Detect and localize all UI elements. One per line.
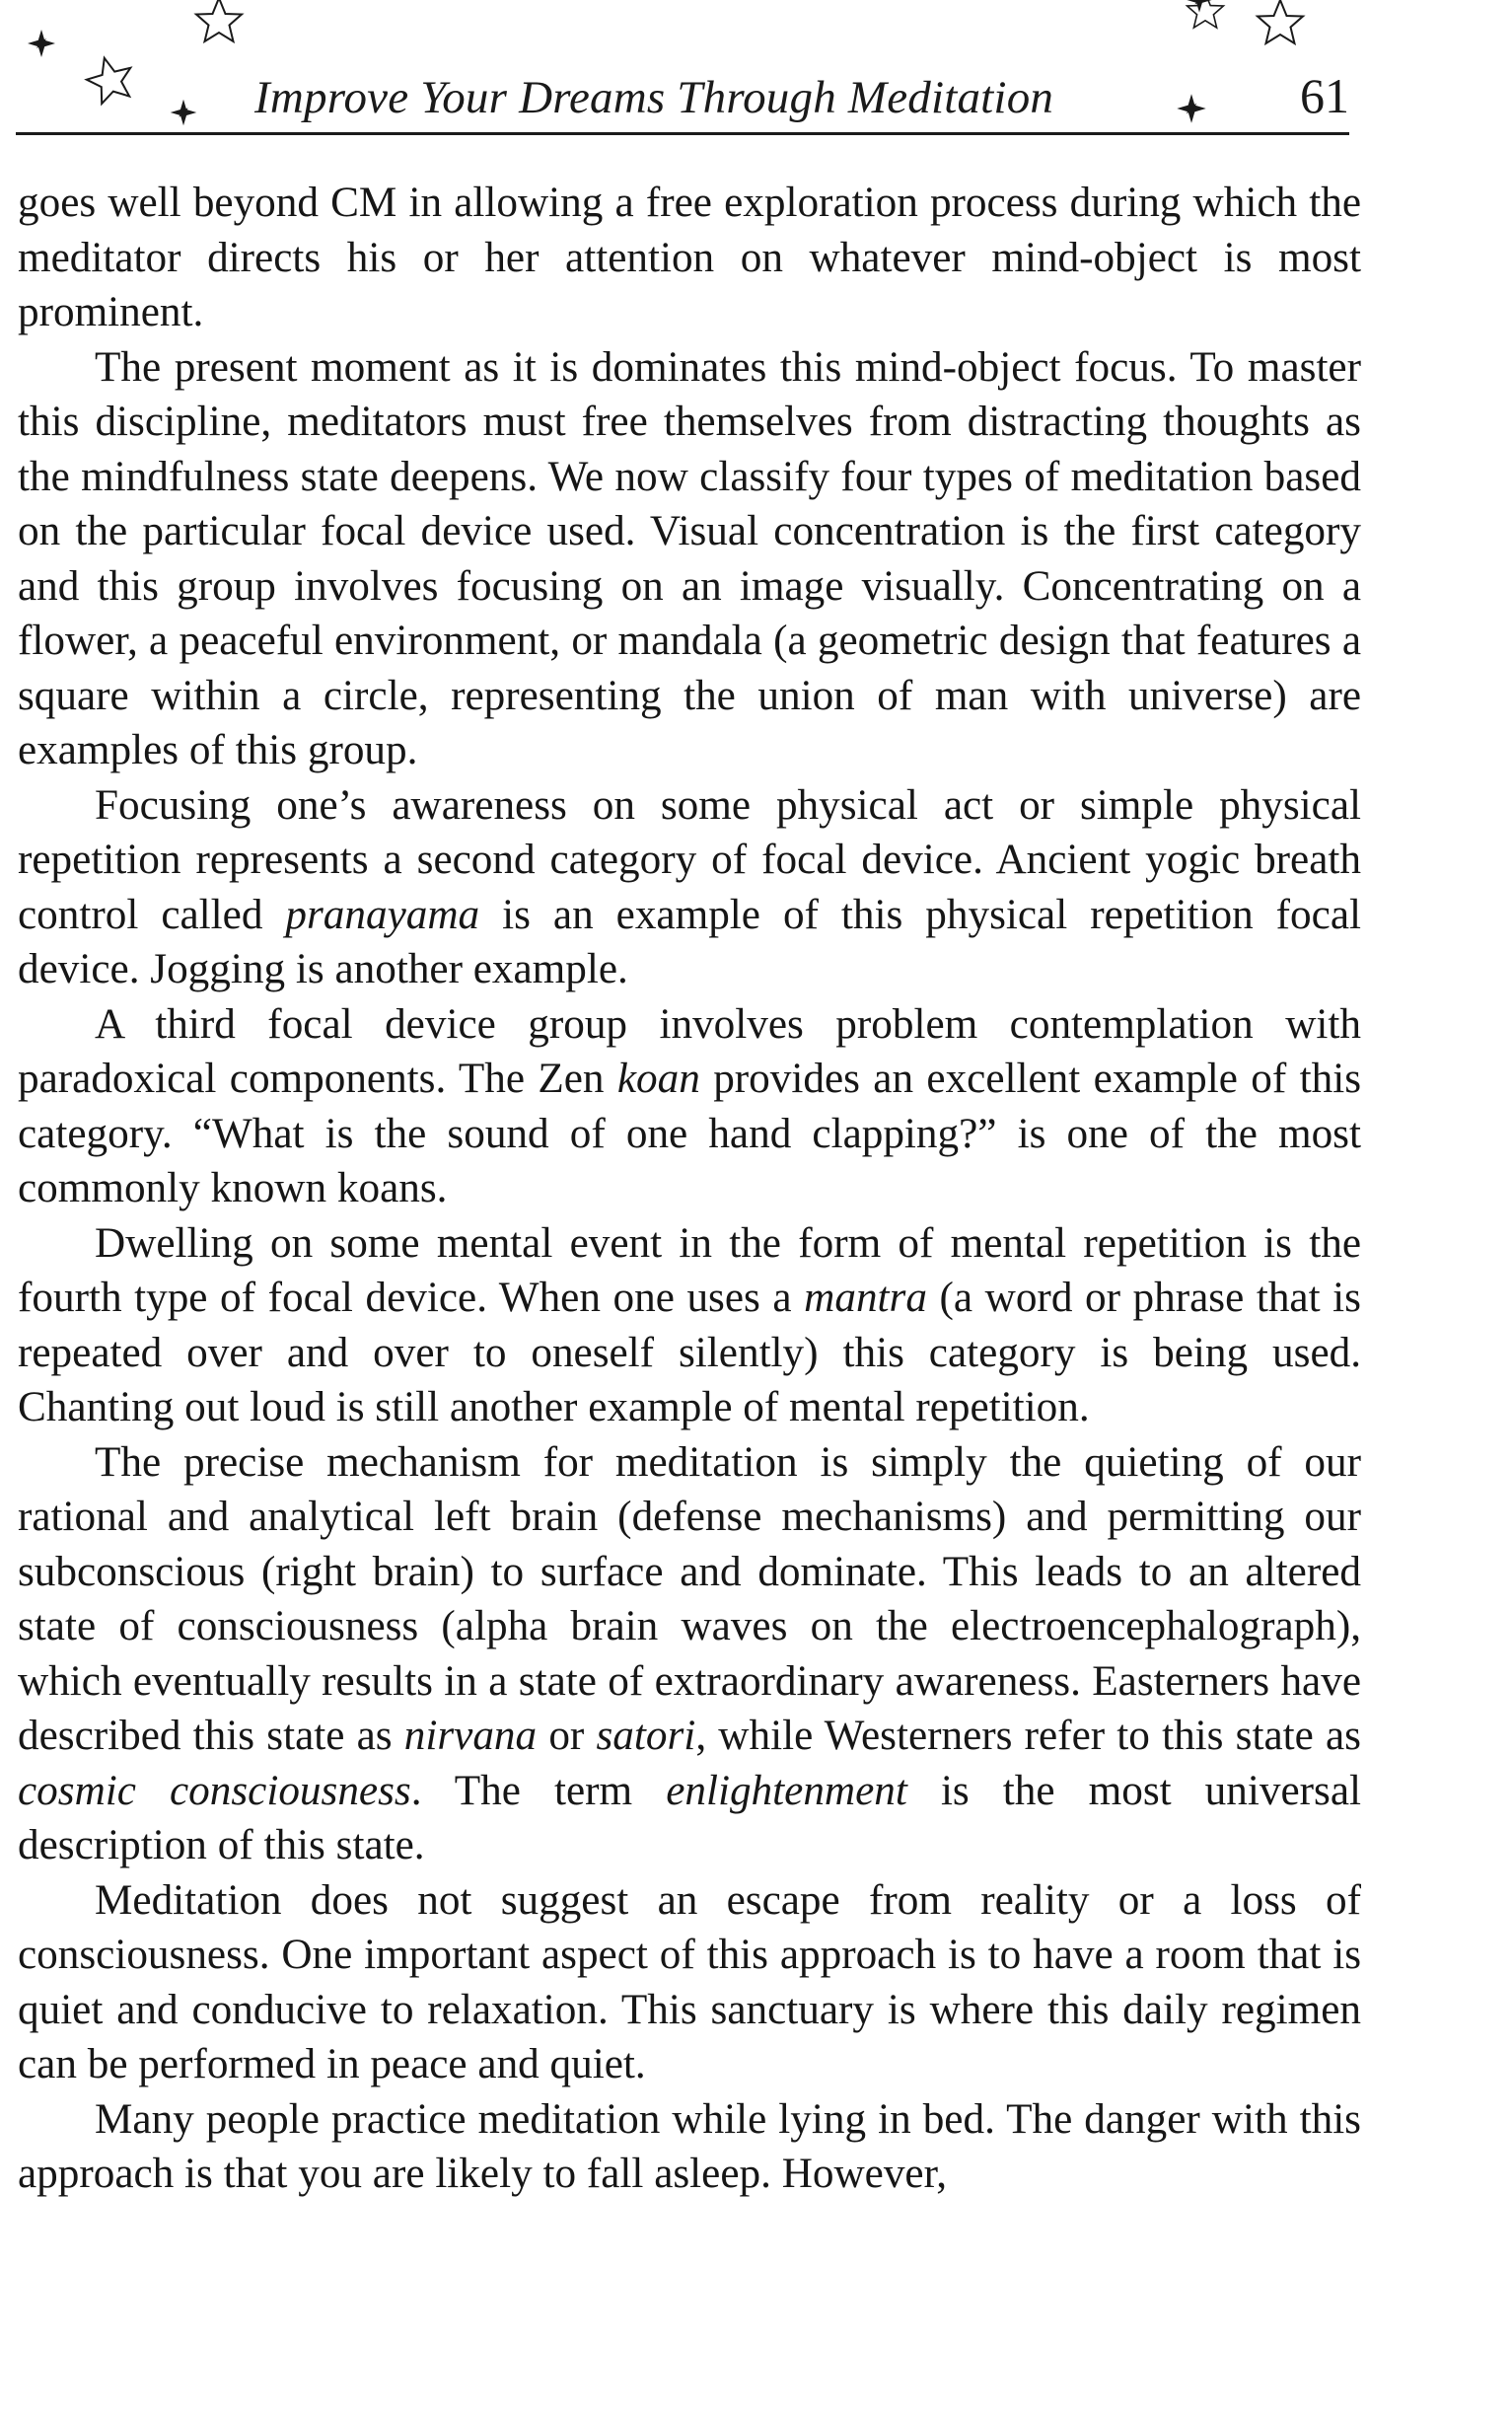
italic-term: enlightenment bbox=[666, 1767, 907, 1814]
star-outline-icon bbox=[1258, 0, 1303, 43]
text-run: Dwelling on some mental event in the form of mental repetition is the fourth type of focal device. When one uses a bbox=[18, 1219, 1361, 1321]
text-run: Many people practice meditation while lying in bed. The danger with this approach is that you are likely to fall asleep. However, bbox=[18, 2095, 1361, 2197]
star-outline-icon bbox=[83, 52, 138, 106]
star-outline-icon bbox=[196, 0, 242, 41]
italic-term: nirvana bbox=[403, 1713, 538, 1759]
star-burst-icon bbox=[28, 30, 55, 57]
header-rule bbox=[16, 132, 1349, 135]
text-run: The precise mechanism for meditation is simply the quieting of our rational and analytical left brain (defense mechanisms) and permitting our subconscious (right brain) to surface and dominate. This leads to an altered state of consciousness (alpha brain waves on the electroencephalograph), which eventually results in a state of extraordinary awareness. Easterners have described this state as bbox=[18, 1438, 1361, 1759]
star-burst-icon bbox=[1177, 94, 1205, 122]
text-run: Meditation does not suggest an escape from reality or a loss of consciousness. One important aspect of this approach is to have a room that is quiet and conducive to relaxation. This sanctuary is where this daily regimen can be performed in peace and quiet. bbox=[18, 1876, 1361, 2087]
text-run: A third focal device group involves problem contemplation with paradoxical components. The Zen bbox=[18, 1000, 1361, 1102]
text-run: goes well beyond CM in allowing a free exploration process during which the meditator directs his or her attention on whatever mind-object is most prominent. bbox=[18, 180, 1361, 335]
text-run: , while Westerners refer to this state as bbox=[695, 1713, 1361, 1759]
body-text bbox=[18, 176, 1361, 2202]
paragraph bbox=[18, 340, 1361, 778]
paragraph bbox=[18, 1216, 1361, 1435]
paragraph bbox=[18, 176, 1361, 340]
text-run: (a word or phrase that is repeated over and over to oneself silently) this category is being used. Chanting out loud is still another example of mental repetition. bbox=[18, 1275, 1361, 1430]
italic-term: satori bbox=[596, 1713, 696, 1759]
text-run: . The term bbox=[410, 1767, 667, 1814]
text-run: is the most universal description of this state. bbox=[18, 1767, 1361, 1868]
page-number: 61 bbox=[1300, 68, 1349, 123]
text-run: is an example of this physical repetition focal device. Jogging is another example. bbox=[18, 891, 1361, 992]
text-run: or bbox=[537, 1713, 597, 1759]
italic-term: cosmic consciousness bbox=[18, 1767, 411, 1814]
star-outline-icon bbox=[1188, 0, 1224, 28]
running-head-title: Improve Your Dreams Through Meditation bbox=[254, 72, 1054, 123]
paragraph bbox=[18, 1435, 1361, 1873]
italic-term: pranayama bbox=[285, 891, 480, 938]
paragraph bbox=[18, 1873, 1361, 2092]
paragraph bbox=[18, 2092, 1361, 2202]
italic-term: mantra bbox=[804, 1275, 927, 1321]
italic-term: koan bbox=[616, 1056, 700, 1102]
star-burst-icon bbox=[171, 100, 197, 126]
text-run: The present moment as it is dominates this mind-object focus. To master this discipline, meditators must free themselves from distracting thoughts as the mindfulness state deepens. We now classify four types of meditation based on the particular focal device used. Visual concentration is the first category and this group involves focusing on an image visually. Concentrating on a flower, a peaceful environment, or mandala (a geometric design that features a square within a circle, representing the union of man with universe) are examples of this group. bbox=[18, 343, 1361, 773]
text-run: Focusing one’s awareness on some physical act or simple physical repetition represents a second category of focal device. Ancient yogic breath control called bbox=[18, 781, 1361, 938]
paragraph bbox=[18, 778, 1361, 997]
paragraph bbox=[18, 997, 1361, 1216]
text-run: provides an excellent example of this category. “What is the sound of one hand clapping?” is one of the most commonly known koans. bbox=[18, 1056, 1361, 1211]
